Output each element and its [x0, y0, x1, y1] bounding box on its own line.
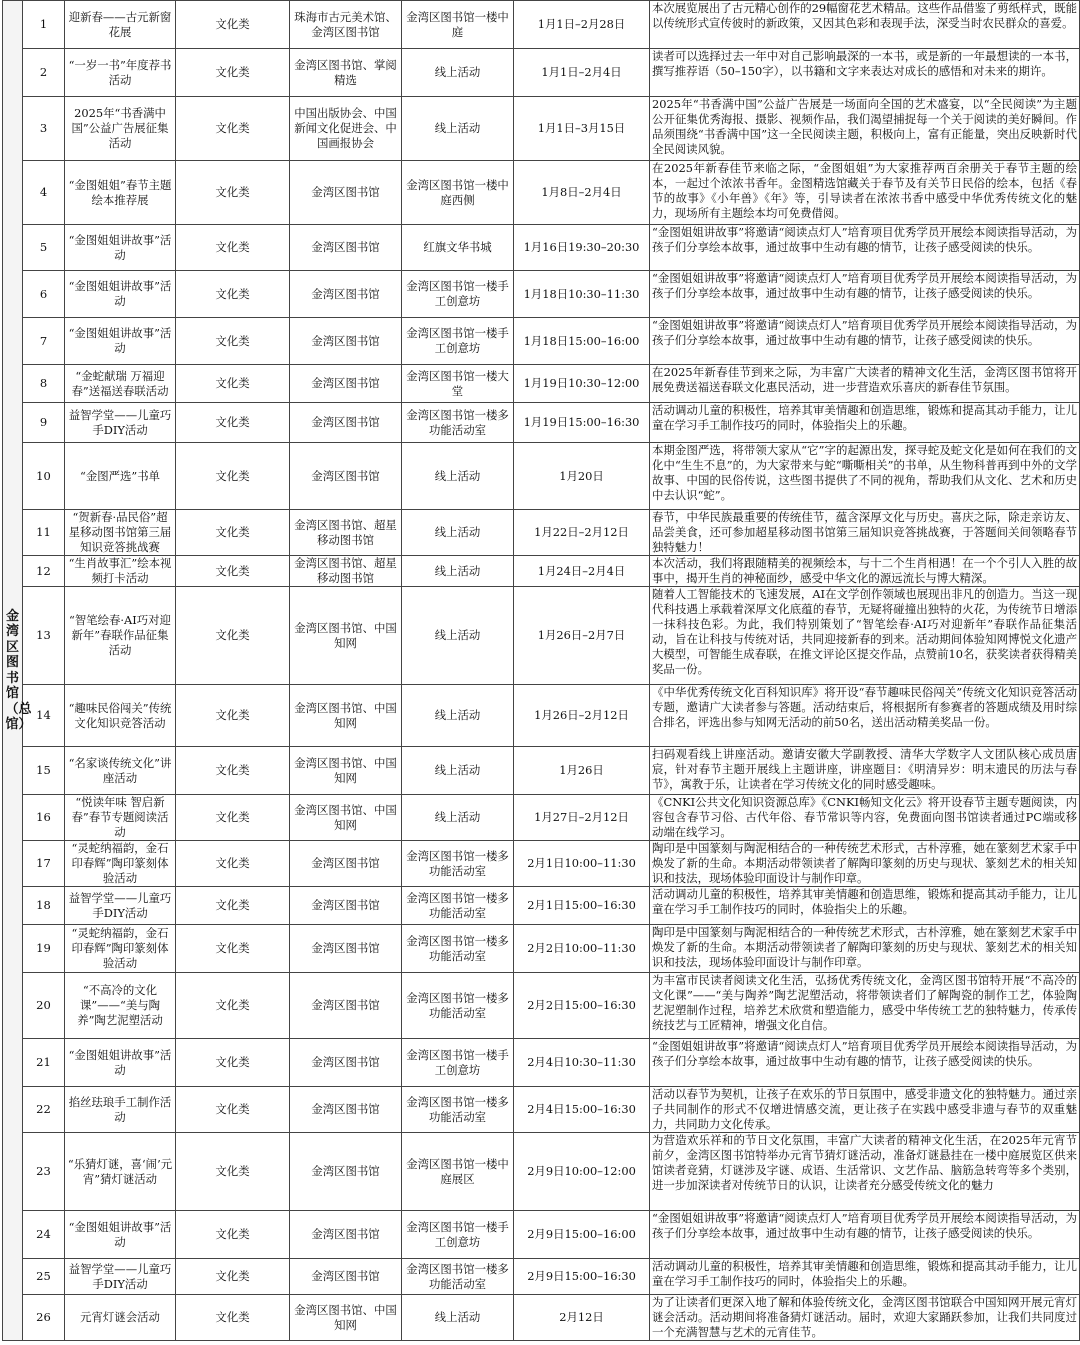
activity-time: 1月22日–2月12日: [514, 510, 650, 556]
location: 金湾区图书馆一楼多功能活动室: [402, 1087, 514, 1133]
activity-table: [2, 0, 1080, 1341]
activity-type: 文化类: [176, 1, 290, 49]
activity-name: 元宵灯谜会活动: [65, 1295, 176, 1341]
activity-name: “金图姐姐”春节主题绘本推荐展: [65, 161, 176, 225]
activity-description: 活动调动儿童的积极性，培养其审美情趣和创造思维，锻炼和提高其动手能力，让儿童在学习手工制作技巧的同时，体验指尖上的乐趣。: [650, 403, 1080, 443]
row-number: 23: [23, 1133, 65, 1211]
table-row: [3, 747, 1080, 795]
activity-type: 文化类: [176, 556, 290, 587]
activity-time: 2月1日15:00–16:30: [514, 887, 650, 925]
activity-description: 为丰富市民读者阅读文化生活，弘扬优秀传统文化，金湾区图书馆特开展“不高冷的文化课”——“美与陶养”陶艺泥塑活动，将带领读者们了解陶瓷的制作工艺，体验陶艺泥塑制作过程，培养艺术欣赏和塑造能力，感受中华传统工艺的独特魅力，传承传统技艺与工匠精神，增强文化自信。: [650, 973, 1080, 1039]
organizer: 金湾区图书馆、中国知网: [290, 1295, 402, 1341]
row-number: 11: [23, 510, 65, 556]
organizer: 金湾区图书馆: [290, 1259, 402, 1295]
activity-type: 文化类: [176, 1133, 290, 1211]
activity-table-body: [3, 1, 1080, 1341]
activity-time: 1月20日: [514, 443, 650, 510]
venue-cell: [3, 1, 32, 1341]
organizer: 金湾区图书馆: [290, 318, 402, 365]
activity-name: “金图姐姐讲故事”活动: [65, 1039, 176, 1087]
organizer: 金湾区图书馆: [290, 161, 402, 225]
table-row: [3, 1, 1080, 49]
organizer: 金湾区图书馆: [290, 443, 402, 510]
activity-time: 2月9日10:00–12:00: [514, 1133, 650, 1211]
table-row: [3, 510, 1080, 556]
activity-time: 2月2日15:00–16:30: [514, 973, 650, 1039]
row-number: 26: [23, 1295, 65, 1341]
table-row: [3, 1039, 1080, 1087]
table-row: [3, 1087, 1080, 1133]
activity-time: 1月19日15:00–16:30: [514, 403, 650, 443]
table-row: [3, 225, 1080, 271]
activity-name: “生肖故事汇”绘本视频打卡活动: [65, 556, 176, 587]
activity-time: 1月16日19:30–20:30: [514, 225, 650, 271]
activity-type: 文化类: [176, 1259, 290, 1295]
activity-name: “趣味民俗闯关”传统文化知识竞答活动: [65, 685, 176, 747]
activity-description: 在2025年新春佳节来临之际，“金图姐姐”为大家推荐两百余册关于春节主题的绘本，一起过个浓浓书香年。金图精选馆藏关于春节及有关节日民俗的绘本，包括《春节的故事》《小年兽》《年》等，引导读者在浓浓书香中感受中华优秀传统文化的魅力，现场所有主题绘本均可免费借阅。: [650, 161, 1080, 225]
row-number: 21: [23, 1039, 65, 1087]
activity-type: 文化类: [176, 841, 290, 887]
table-row: [3, 49, 1080, 97]
activity-time: 1月26日–2月7日: [514, 587, 650, 685]
activity-type: 文化类: [176, 403, 290, 443]
activity-description: 《中华优秀传统文化百科知识库》将开设“春节趣味民俗闯关”传统文化知识竞答活动专题，邀请广大读者参与答题。活动结束后，将根据所有参赛者的答题成绩及用时综合排名，评选出参与知网无活动的前50名，送出活动精美奖品一份。: [650, 685, 1080, 747]
activity-type: 文化类: [176, 443, 290, 510]
row-number: 7: [23, 318, 65, 365]
table-row: [3, 1133, 1080, 1211]
location: 线上活动: [402, 49, 514, 97]
activity-name: “灵蛇纳福韵，金石印春辉”陶印篆刻体验活动: [65, 841, 176, 887]
table-row: [3, 556, 1080, 587]
activity-description: 为了让读者们更深入地了解和体验传统文化，金湾区图书馆联合中国知网开展元宵灯谜会活动。活动期间将准备猜灯谜活动。届时，欢迎大家踊跃参加，让我们共同度过一个充满智慧与艺术的元宵佳节。: [650, 1295, 1080, 1341]
location: 金湾区图书馆一楼多功能活动室: [402, 925, 514, 973]
activity-name: 迎新春——古元新窗花展: [65, 1, 176, 49]
organizer: 金湾区图书馆、中国知网: [290, 685, 402, 747]
organizer: 金湾区图书馆: [290, 1039, 402, 1087]
activity-type: 文化类: [176, 587, 290, 685]
location: 金湾区图书馆一楼手工创意坊: [402, 1039, 514, 1087]
activity-description: 2025年“书香满中国”公益广告展是一场面向全国的艺术盛宴，以“全民阅读”为主题公开征集优秀海报、摄影、视频作品，我们渴望捕捉每一个关于阅读的美好瞬间。作品须围绕“书香满中国”这一全民阅读主题，积极向上，富有正能量，突出反映新时代全民阅读风貌。: [650, 97, 1080, 161]
organizer: 金湾区图书馆: [290, 925, 402, 973]
table-row: [3, 925, 1080, 973]
activity-type: 文化类: [176, 795, 290, 841]
activity-name: 益智学堂——儿童巧手DIY活动: [65, 1259, 176, 1295]
row-number: 22: [23, 1087, 65, 1133]
location: 金湾区图书馆一楼手工创意坊: [402, 271, 514, 318]
activity-time: 1月1日–2月4日: [514, 49, 650, 97]
activity-time: 2月1日10:00–11:30: [514, 841, 650, 887]
activity-name: “金图姐姐讲故事”活动: [65, 318, 176, 365]
location: 金湾区图书馆一楼多功能活动室: [402, 841, 514, 887]
table-row: [3, 795, 1080, 841]
location: 线上活动: [402, 1295, 514, 1341]
activity-type: 文化类: [176, 1039, 290, 1087]
activity-type: 文化类: [176, 318, 290, 365]
activity-name: “悦读年味 智启新春”春节专题阅读活动: [65, 795, 176, 841]
row-number: 10: [23, 443, 65, 510]
location: 金湾区图书馆一楼多功能活动室: [402, 887, 514, 925]
activity-time: 1月19日10:30–12:00: [514, 365, 650, 403]
organizer: 金湾区图书馆、超星移动图书馆: [290, 556, 402, 587]
activity-time: 2月12日: [514, 1295, 650, 1341]
row-number: 18: [23, 887, 65, 925]
activity-type: 文化类: [176, 685, 290, 747]
row-number: 1: [23, 1, 65, 49]
table-row: [3, 841, 1080, 887]
activity-description: 活动以春节为契机，让孩子在欢乐的节日氛围中，感受非遗文化的独特魅力。通过亲子共同制作的形式不仅增进情感交流，更让孩子在实践中感受非遗与春节的双重魅力，共同助力文化传承。: [650, 1087, 1080, 1133]
activity-name: “金图姐姐讲故事”活动: [65, 1211, 176, 1259]
activity-name: 掐丝珐琅手工制作活动: [65, 1087, 176, 1133]
activity-type: 文化类: [176, 925, 290, 973]
activity-name: “一岁一书”年度荐书活动: [65, 49, 176, 97]
activity-time: 1月18日10:30–11:30: [514, 271, 650, 318]
location: 金湾区图书馆一楼中庭展区: [402, 1133, 514, 1211]
organizer: 金湾区图书馆: [290, 225, 402, 271]
table-row: [3, 1211, 1080, 1259]
location: 金湾区图书馆一楼多功能活动室: [402, 973, 514, 1039]
activity-description: “金图姐姐讲故事”将邀请“阅读点灯人”培育项目优秀学员开展绘本阅读指导活动，为孩子们分享绘本故事，通过故事中生动有趣的情节，让孩子感受阅读的快乐。: [650, 225, 1080, 271]
table-row: [3, 587, 1080, 685]
organizer: 金湾区图书馆、超星移动图书馆: [290, 510, 402, 556]
activity-description: 在2025年新春佳节到来之际，为丰富广大读者的精神文化生活，金湾区图书馆将开展免费送福送春联文化惠民活动，进一步营造欢乐喜庆的新春佳节氛围。: [650, 365, 1080, 403]
organizer: 珠海市古元美术馆、金湾区图书馆: [290, 1, 402, 49]
row-number: 12: [23, 556, 65, 587]
organizer: 金湾区图书馆: [290, 841, 402, 887]
organizer: 金湾区图书馆、中国知网: [290, 747, 402, 795]
location: 金湾区图书馆一楼大堂: [402, 365, 514, 403]
row-number: 20: [23, 973, 65, 1039]
location: 金湾区图书馆一楼多功能活动室: [402, 1259, 514, 1295]
activity-time: 2月4日10:30–11:30: [514, 1039, 650, 1087]
activity-type: 文化类: [176, 1087, 290, 1133]
activity-time: 1月26日: [514, 747, 650, 795]
activity-name: “乐猜灯谜，喜‘闹’元宵”猜灯谜活动: [65, 1133, 176, 1211]
row-number: 2: [23, 49, 65, 97]
activity-description: “金图姐姐讲故事”将邀请“阅读点灯人”培育项目优秀学员开展绘本阅读指导活动，为孩子们分享绘本故事，通过故事中生动有趣的情节，让孩子感受阅读的快乐。: [650, 318, 1080, 365]
table-row: [3, 365, 1080, 403]
activity-name: “金蛇献瑞 万福迎春”送福送春联活动: [65, 365, 176, 403]
activity-description: 陶印是中国篆刻与陶泥相结合的一种传统艺术形式，古朴淳雅，她在篆刻艺术家手中焕发了新的生命。本期活动带领读者了解陶印篆刻的历史与现状、篆刻艺术的相关知识和技法，现场体验印面设计与制作印章。: [650, 841, 1080, 887]
activity-name: “智笔绘春·AI巧对迎新年”春联作品征集活动: [65, 587, 176, 685]
organizer: 金湾区图书馆: [290, 1211, 402, 1259]
activity-time: 1月27日–2月12日: [514, 795, 650, 841]
activity-type: 文化类: [176, 225, 290, 271]
activity-description: 《CNKI公共文化知识资源总库》《CNKI畅知文化云》将开设春节主题专题阅读，内容包含春节习俗、古代年俗、春节常识等内容，免费面向图书馆读者通过PC端或移动端在线学习。: [650, 795, 1080, 841]
table-row: [3, 973, 1080, 1039]
activity-time: 2月4日15:00–16:30: [514, 1087, 650, 1133]
table-row: [3, 443, 1080, 510]
activity-description: 本期金图严选，将带领大家从“它”字的起源出发，探寻蛇及蛇文化是如何在我们的文化中“生生不息”的，为大家带来与蛇“嘶嘶相关”的书单，从生物科普再到中外的文学故事、中国的民俗传说，这些图书提供了不同的视角，帮助我们从文化、艺术和历史中去认识“蛇”。: [650, 443, 1080, 510]
row-number: 9: [23, 403, 65, 443]
activity-name: “贺新春·品民俗”超星移动图书馆第三届知识竞答挑战赛: [65, 510, 176, 556]
activity-type: 文化类: [176, 747, 290, 795]
location: 线上活动: [402, 443, 514, 510]
activity-time: 1月24日–2月4日: [514, 556, 650, 587]
location: 金湾区图书馆一楼多功能活动室: [402, 403, 514, 443]
activity-name: 益智学堂——儿童巧手DIY活动: [65, 887, 176, 925]
activity-time: 1月18日15:00–16:00: [514, 318, 650, 365]
row-number: 6: [23, 271, 65, 318]
activity-description: 随着人工智能技术的飞速发展，AI在文学创作领域也展现出非凡的创造力。当这一现代科技遇上承载着深厚文化底蕴的春节，无疑将碰撞出独特的火花，为传统节日增添一抹科技色彩。为此，我们特别策划了“智笔绘春·AI巧对迎新年”春联作品征集活动，旨在让科技与传统对话，共同迎接新春的到来。活动期间体验知网博悦文化遗产大模型，可智能生成春联，在推文评论区提交作品，点赞前10名，获奖读者获得精美奖品一份。: [650, 587, 1080, 685]
table-row: [3, 1259, 1080, 1295]
organizer: 金湾区图书馆、中国知网: [290, 795, 402, 841]
organizer: 中国出版协会、中国新闻文化促进会、中国画报协会: [290, 97, 402, 161]
activity-time: 1月8日–2月4日: [514, 161, 650, 225]
row-number: 14: [23, 685, 65, 747]
table-row: [3, 271, 1080, 318]
activity-description: 活动调动儿童的积极性，培养其审美情趣和创造思维，锻炼和提高其动手能力，让儿童在学习手工制作技巧的同时，体验指尖上的乐趣。: [650, 1259, 1080, 1295]
activity-name: “灵蛇纳福韵，金石印春辉”陶印篆刻体验活动: [65, 925, 176, 973]
activity-description: 本次展览展出了古元精心创作的29幅窗花艺术精品。这些作品借鉴了剪纸样式，既能以传统形式宣传彼时的新政策，又因其色彩和表现手法，深受当时农民群众的喜爱。: [650, 1, 1080, 49]
table-row: [3, 685, 1080, 747]
location: 线上活动: [402, 97, 514, 161]
activity-description: 陶印是中国篆刻与陶泥相结合的一种传统艺术形式，古朴淳雅，她在篆刻艺术家手中焕发了新的生命。本期活动带领读者了解陶印篆刻的历史与现状、篆刻艺术的相关知识和技法，现场体验印面设计与制作印章。: [650, 925, 1080, 973]
row-number: 16: [23, 795, 65, 841]
row-number: 25: [23, 1259, 65, 1295]
row-number: 5: [23, 225, 65, 271]
activity-time: 2月2日10:00–11:30: [514, 925, 650, 973]
table-row: [3, 97, 1080, 161]
organizer: 金湾区图书馆: [290, 1133, 402, 1211]
location: 金湾区图书馆一楼手工创意坊: [402, 318, 514, 365]
activity-description: 扫码观看线上讲座活动。邀请安徽大学副教授、清华大学数字人文团队核心成员唐宸，针对春节主题开展线上主题讲座，讲座题目：《明清异岁：明末遗民的历法与春节》，寓教于乐，让读者在学习传统文化的同时感受趣味。: [650, 747, 1080, 795]
activity-name: “金图严选”书单: [65, 443, 176, 510]
location: 线上活动: [402, 747, 514, 795]
activity-description: “金图姐姐讲故事”将邀请“阅读点灯人”培育项目优秀学员开展绘本阅读指导活动，为孩子们分享绘本故事，通过故事中生动有趣的情节，让孩子感受阅读的快乐。: [650, 1039, 1080, 1087]
activity-type: 文化类: [176, 365, 290, 403]
activity-description: 本次活动，我们将跟随精美的视频绘本，与十二个生肖相遇！在一个个引人入胜的故事中，揭开生肖的神秘面纱，感受中华文化的源远流长与博大精深。: [650, 556, 1080, 587]
location: 金湾区图书馆一楼中庭西侧: [402, 161, 514, 225]
activity-name: “金图姐姐讲故事”活动: [65, 225, 176, 271]
activity-name: 2025年“书香满中国”公益广告展征集活动: [65, 97, 176, 161]
organizer: 金湾区图书馆、掌阅精选: [290, 49, 402, 97]
activity-time: 1月1日–3月15日: [514, 97, 650, 161]
activity-name: “金图姐姐讲故事”活动: [65, 271, 176, 318]
table-row: [3, 161, 1080, 225]
row-number: 3: [23, 97, 65, 161]
row-number: 15: [23, 747, 65, 795]
location: 金湾区图书馆一楼手工创意坊: [402, 1211, 514, 1259]
activity-description: 春节，中华民族最重要的传统佳节，蕴含深厚文化与历史。喜庆之际，除走亲访友、品尝美食，还可参加超星移动图书馆第三届知识竞答挑战赛，于答题间关间领略春节独特魅力！: [650, 510, 1080, 556]
activity-name: 益智学堂——儿童巧手DIY活动: [65, 403, 176, 443]
row-number: 19: [23, 925, 65, 973]
location: 线上活动: [402, 795, 514, 841]
organizer: 金湾区图书馆: [290, 973, 402, 1039]
row-number: 8: [23, 365, 65, 403]
activity-time: 1月1日–2月28日: [514, 1, 650, 49]
activity-description: “金图姐姐讲故事”将邀请“阅读点灯人”培育项目优秀学员开展绘本阅读指导活动，为孩子们分享绘本故事，通过故事中生动有趣的情节，让孩子感受阅读的快乐。: [650, 271, 1080, 318]
row-number: 13: [23, 587, 65, 685]
activity-time: 2月9日15:00–16:00: [514, 1211, 650, 1259]
activity-type: 文化类: [176, 161, 290, 225]
activity-name: “名家谈传统文化”讲座活动: [65, 747, 176, 795]
location: 线上活动: [402, 556, 514, 587]
table-row: [3, 1295, 1080, 1341]
organizer: 金湾区图书馆: [290, 365, 402, 403]
location: 线上活动: [402, 587, 514, 685]
table-row: [3, 403, 1080, 443]
organizer: 金湾区图书馆: [290, 271, 402, 318]
activity-type: 文化类: [176, 271, 290, 318]
row-number: 17: [23, 841, 65, 887]
activity-type: 文化类: [176, 510, 290, 556]
activity-description: 为营造欢乐祥和的节日文化氛围，丰富广大读者的精神文化生活，在2025年元宵节前夕，金湾区图书馆特举办元宵节猜灯谜活动，准备灯谜悬挂在一楼中庭展览区供来馆读者竞猜，灯谜涉及字谜、成语、生活常识、文艺作品、脑筋急转弯等多个类别，进一步加深读者对传统节日的认识，让读者充分感受传统文化的魅力: [650, 1133, 1080, 1211]
table-row: [3, 318, 1080, 365]
location: 线上活动: [402, 685, 514, 747]
activity-description: “金图姐姐讲故事”将邀请“阅读点灯人”培育项目优秀学员开展绘本阅读指导活动，为孩子们分享绘本故事，通过故事中生动有趣的情节，让孩子感受阅读的快乐。: [650, 1211, 1080, 1259]
organizer: 金湾区图书馆、中国知网: [290, 587, 402, 685]
venue-label: 金湾区图书馆（总馆）: [5, 608, 32, 732]
activity-description: 活动调动儿童的积极性，培养其审美情趣和创造思维，锻炼和提高其动手能力，让儿童在学习手工制作技巧的同时，体验指尖上的乐趣。: [650, 887, 1080, 925]
activity-type: 文化类: [176, 973, 290, 1039]
organizer: 金湾区图书馆: [290, 403, 402, 443]
location: 金湾区图书馆一楼中庭: [402, 1, 514, 49]
activity-type: 文化类: [176, 49, 290, 97]
location: 红旗文华书城: [402, 225, 514, 271]
activity-type: 文化类: [176, 1295, 290, 1341]
table-row: [3, 887, 1080, 925]
activity-type: 文化类: [176, 97, 290, 161]
row-number: 24: [23, 1211, 65, 1259]
activity-type: 文化类: [176, 1211, 290, 1259]
activity-description: 读者可以选择过去一年中对自己影响最深的一本书，或是新的一年最想读的一本书，撰写推荐语（50–150字），以书籍和文字来表达对成长的感悟和对未来的期许。: [650, 49, 1080, 97]
activity-name: “不高冷的文化课”——“美与陶养”陶艺泥塑活动: [65, 973, 176, 1039]
organizer: 金湾区图书馆: [290, 1087, 402, 1133]
organizer: 金湾区图书馆: [290, 887, 402, 925]
activity-type: 文化类: [176, 887, 290, 925]
location: 线上活动: [402, 510, 514, 556]
row-number: 4: [23, 161, 65, 225]
activity-time: 1月26日–2月12日: [514, 685, 650, 747]
activity-time: 2月9日15:00–16:30: [514, 1259, 650, 1295]
